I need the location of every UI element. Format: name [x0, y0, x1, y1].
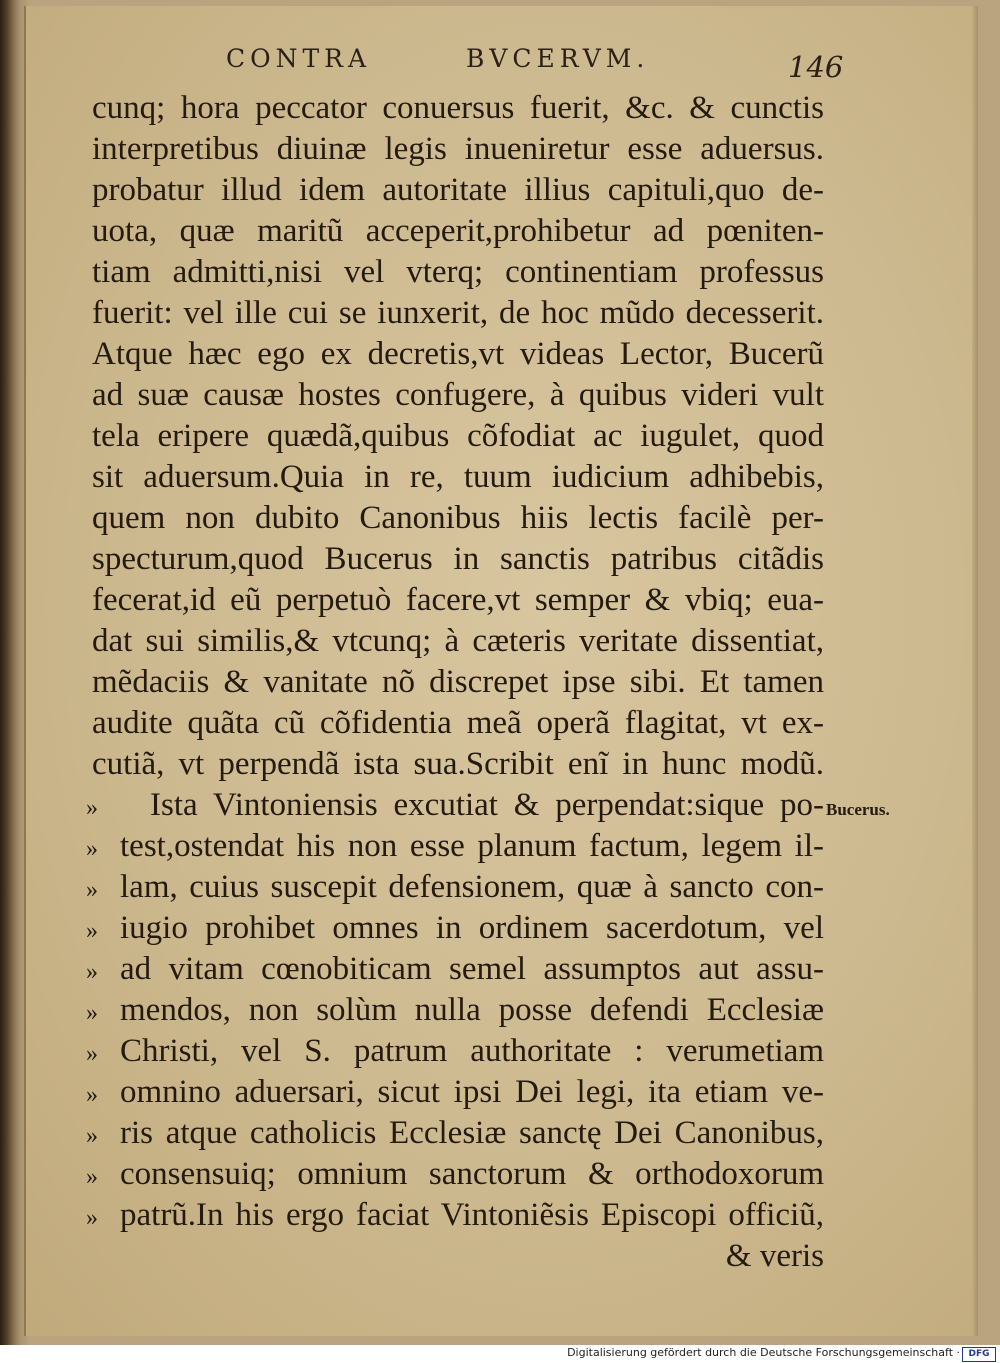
quotation-mark: »	[86, 795, 98, 821]
text-line: tiam admitti,nisi vel vterq; continentiam professus	[92, 254, 824, 290]
quotation-mark: »	[86, 836, 98, 862]
quoted-line	[86, 1154, 824, 1194]
quoted-line	[86, 1031, 824, 1071]
text-line: dat sui similis,& vtcunq; à cæteris veritate dissentiat,	[92, 623, 824, 659]
quoted-line-text: ad vitam cœnobiticam semel assumptos aut assu-	[120, 951, 824, 987]
quoted-line	[86, 908, 824, 948]
quoted-line	[86, 1072, 824, 1112]
quoted-line-text: consensuiq; omnium sanctorum & orthodoxorum	[120, 1156, 824, 1192]
quoted-line-text: iugio prohibet omnes in ordinem sacerdotum, vel	[120, 910, 824, 946]
dfg-logo: DFG	[962, 1347, 996, 1362]
footer-credit: Digitalisierung gefördert durch die Deutsche Forschungsgemeinschaft ·	[567, 1346, 960, 1359]
quoted-line-text: Christi, vel S. patrum authoritate : verumetiam	[120, 1033, 824, 1069]
quotation-mark: »	[86, 1123, 98, 1149]
folio-number: 146	[788, 50, 844, 84]
text-line: ad suæ causæ hostes confugere, à quibus videri vult	[92, 377, 824, 413]
book-page	[24, 6, 978, 1336]
quoted-line	[86, 1195, 824, 1235]
quotation-mark: »	[86, 1041, 98, 1067]
text-line: interpretibus diuinæ legis inueniretur esse aduersus.	[92, 131, 824, 167]
quoted-line-text: omnino aduersari, sicut ipsi Dei legi, ita etiam ve-	[120, 1074, 824, 1110]
quoted-line-text: patrũ.In his ergo faciat Vintoniẽsis Episcopi officiũ,	[120, 1197, 824, 1233]
quoted-line-text: Ista Vintoniensis excutiat & perpendat:sique po-	[150, 787, 824, 823]
quoted-line	[86, 785, 824, 825]
running-header-left: CONTRA	[226, 44, 372, 73]
quotation-mark: »	[86, 1082, 98, 1108]
text-line: uota, quæ maritũ acceperit,prohibetur ad pœniten-	[92, 213, 824, 249]
page-edge	[972, 6, 978, 1336]
text-line: mẽdaciis & vanitate nõ discrepet ipse sibi. Et tamen	[92, 664, 824, 700]
quoted-line-text: lam, cuius suscepit defensionem, quæ à sancto con-	[120, 869, 824, 905]
text-line: tela eripere quædã,quibus cõfodiat ac iugulet, quod	[92, 418, 824, 454]
text-line: quem non dubito Canonibus hiis lectis facilè per-	[92, 500, 824, 536]
text-line: audite quãta cũ cõfidentia meã operã flagitat, vt ex-	[92, 705, 824, 741]
quotation-mark: »	[86, 877, 98, 903]
running-header-right: BVCERVM.	[466, 44, 650, 73]
text-line: probatur illud idem autoritate illius capituli,quo de-	[92, 172, 824, 208]
quoted-line-text: test,ostendat his non esse planum factum, legem il-	[120, 828, 824, 864]
quoted-line	[86, 826, 824, 866]
margin-note: Bucerus.	[826, 800, 890, 819]
text-line: Atque hæc ego ex decretis,vt videas Lector, Bucerũ	[92, 336, 824, 372]
digitization-footer	[0, 1345, 1000, 1363]
quotation-mark: »	[86, 1205, 98, 1231]
quotation-mark: »	[86, 959, 98, 985]
quoted-line	[86, 990, 824, 1030]
text-line: cutiã, vt perpendã ista sua.Scribit enĩ in hunc modũ.	[92, 746, 824, 782]
quoted-line-text: ris atque catholicis Ecclesiæ sanctę Dei Canonibus,	[120, 1115, 824, 1151]
quotation-mark: »	[86, 1000, 98, 1026]
quoted-line	[86, 949, 824, 989]
text-line: sit aduersum.Quia in re, tuum iudicium adhibebis,	[92, 459, 824, 495]
quoted-line-text: mendos, non solùm nulla posse defendi Ecclesiæ	[120, 992, 824, 1028]
quotation-mark: »	[86, 1164, 98, 1190]
catchword: & veris	[725, 1238, 824, 1274]
text-line: specturum,quod Bucerus in sanctis patribus citãdis	[92, 541, 824, 577]
quotation-mark: »	[86, 918, 98, 944]
quoted-line	[86, 867, 824, 907]
text-line: fecerat,id eũ perpetuò facere,vt semper & vbiq; eua-	[92, 582, 824, 618]
text-line: cunq; hora peccator conuersus fuerit, &c. & cunctis	[92, 90, 824, 126]
text-line: fuerit: vel ille cui se iunxerit, de hoc mũdo decesserit.	[92, 295, 824, 331]
quoted-line	[86, 1113, 824, 1153]
